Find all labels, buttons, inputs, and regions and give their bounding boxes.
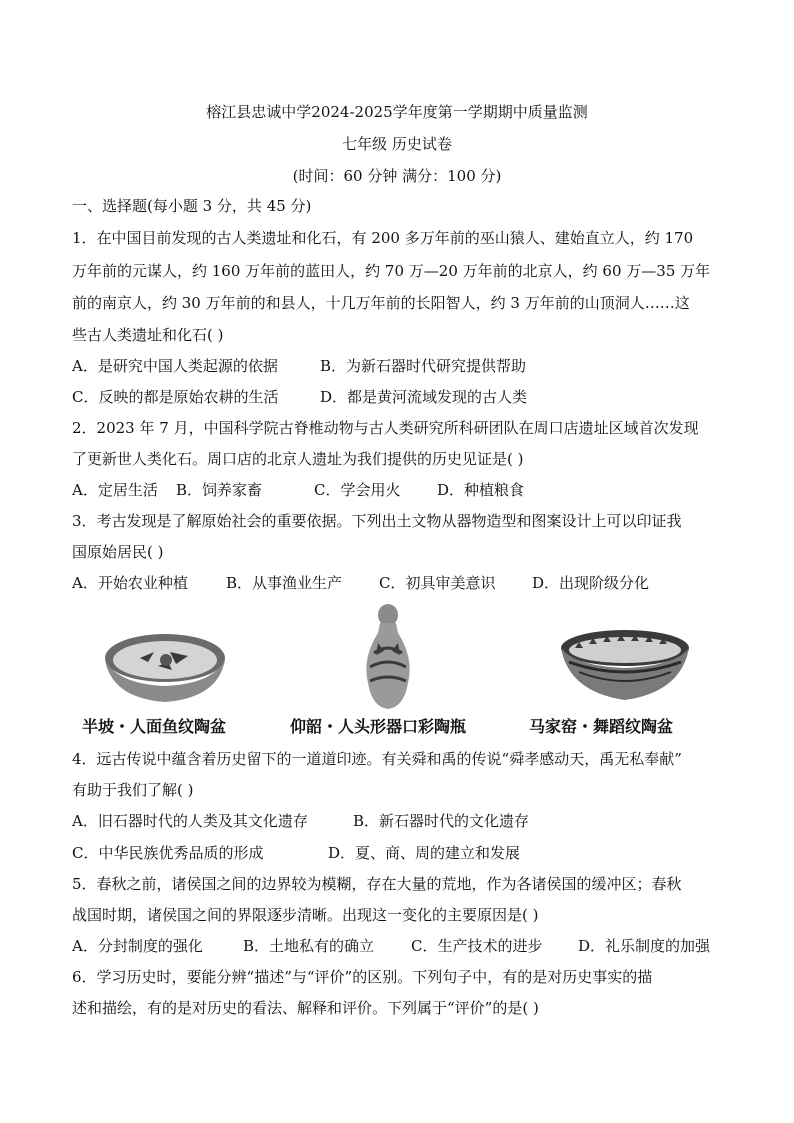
question-2-option-d[interactable]: D．种植粮食 <box>437 481 525 499</box>
question-3-line-1: 3．考古发现是了解原始社会的重要依据。下列出土文物从器物造型和图案设计上可以印证我 <box>72 512 682 530</box>
question-1-line-4: 些古人类遗址和化石( ) <box>72 326 224 344</box>
exam-info: (时间：60 分钟 满分：100 分) <box>292 167 502 185</box>
question-1-line-1: 1．在中国目前发现的古人类遗址和化石，有 200 多万年前的巫山猿人、建始直立人，约 170 <box>72 229 694 247</box>
question-6-line-2: 述和描绘，有的是对历史的看法、解释和评价。下列属于“评价”的是( ) <box>72 999 539 1017</box>
question-1-option-c[interactable]: C．反映的都是原始农耕的生活 <box>72 388 279 406</box>
question-1-line-3: 前的南京人，约 30 万年前的和县人，十几万年前的长阳智人，约 3 万年前的山顶洞人……这 <box>72 294 690 312</box>
fish-face-basin-icon <box>100 628 230 708</box>
section-heading: 一、选择题(每小题 3 分，共 45 分) <box>72 197 312 215</box>
artifact-caption-3: 马家窑・舞蹈纹陶盆 <box>529 717 674 736</box>
question-1-option-a[interactable]: A．是研究中国人类起源的依据 <box>72 357 278 375</box>
question-5-option-a[interactable]: A．分封制度的强化 <box>72 937 203 955</box>
question-5-option-d[interactable]: D．礼乐制度的加强 <box>578 937 711 955</box>
dance-pattern-basin-icon <box>555 626 695 708</box>
human-head-vase-icon <box>358 603 418 713</box>
question-3-option-c[interactable]: C．初具审美意识 <box>379 574 496 592</box>
question-2-line-2: 了更新世人类化石。周口店的北京人遗址为我们提供的历史见证是( ) <box>72 450 524 468</box>
question-2-line-1: 2．2023 年 7 月，中国科学院古脊椎动物与古人类研究所科研团队在周口店遗址区域首次发现 <box>72 419 699 437</box>
question-6-line-1: 6．学习历史时，要能分辨“描述”与“评价”的区别。下列句子中，有的是对历史事实的描 <box>72 968 653 986</box>
question-4-line-1: 4．远古传说中蕴含着历史留下的一道道印迹。有关舜和禹的传说“舜孝感动天，禹无私奉献” <box>72 750 682 768</box>
question-3-option-b[interactable]: B．从事渔业生产 <box>226 574 343 592</box>
question-2-option-c[interactable]: C．学会用火 <box>314 481 401 499</box>
question-3-option-a[interactable]: A．开始农业种植 <box>72 574 188 592</box>
question-1-line-2: 万年前的元谋人，约 160 万年前的蓝田人，约 70 万—20 万年前的北京人，约 60 万—35 万年 <box>72 262 711 280</box>
question-4-option-b[interactable]: B．新石器时代的文化遗存 <box>353 812 530 830</box>
question-2-option-a[interactable]: A．定居生活 <box>72 481 158 499</box>
artifact-caption-2: 仰韶・人头形器口彩陶瓶 <box>290 717 467 736</box>
artifact-caption-1: 半坡・人面鱼纹陶盆 <box>82 717 227 736</box>
question-3-option-d[interactable]: D．出现阶级分化 <box>532 574 650 592</box>
question-3-line-2: 国原始居民( ) <box>72 543 164 561</box>
question-4-line-2: 有助于我们了解( ) <box>72 781 194 799</box>
question-5-option-b[interactable]: B．土地私有的确立 <box>243 937 375 955</box>
question-4-option-c[interactable]: C．中华民族优秀品质的形成 <box>72 844 264 862</box>
question-5-line-1: 5．春秋之前，诸侯国之间的边界较为模糊，存在大量的荒地，作为各诸侯国的缓冲区；春秋 <box>72 875 682 893</box>
question-5-line-2: 战国时期，诸侯国之间的界限逐步清晰。出现这一变化的主要原因是( ) <box>72 906 539 924</box>
exam-title: 榕江县忠诚中学2024-2025学年度第一学期期中质量监测 <box>206 103 588 121</box>
question-2-option-b[interactable]: B．饲养家畜 <box>176 481 263 499</box>
question-5-option-c[interactable]: C．生产技术的进步 <box>411 937 543 955</box>
question-4-option-d[interactable]: D．夏、商、周的建立和发展 <box>328 844 521 862</box>
question-1-option-d[interactable]: D．都是黄河流域发现的古人类 <box>320 388 528 406</box>
question-4-option-a[interactable]: A．旧石器时代的人类及其文化遗存 <box>72 812 308 830</box>
question-1-option-b[interactable]: B．为新石器时代研究提供帮助 <box>320 357 527 375</box>
exam-subtitle: 七年级 历史试卷 <box>342 135 452 153</box>
